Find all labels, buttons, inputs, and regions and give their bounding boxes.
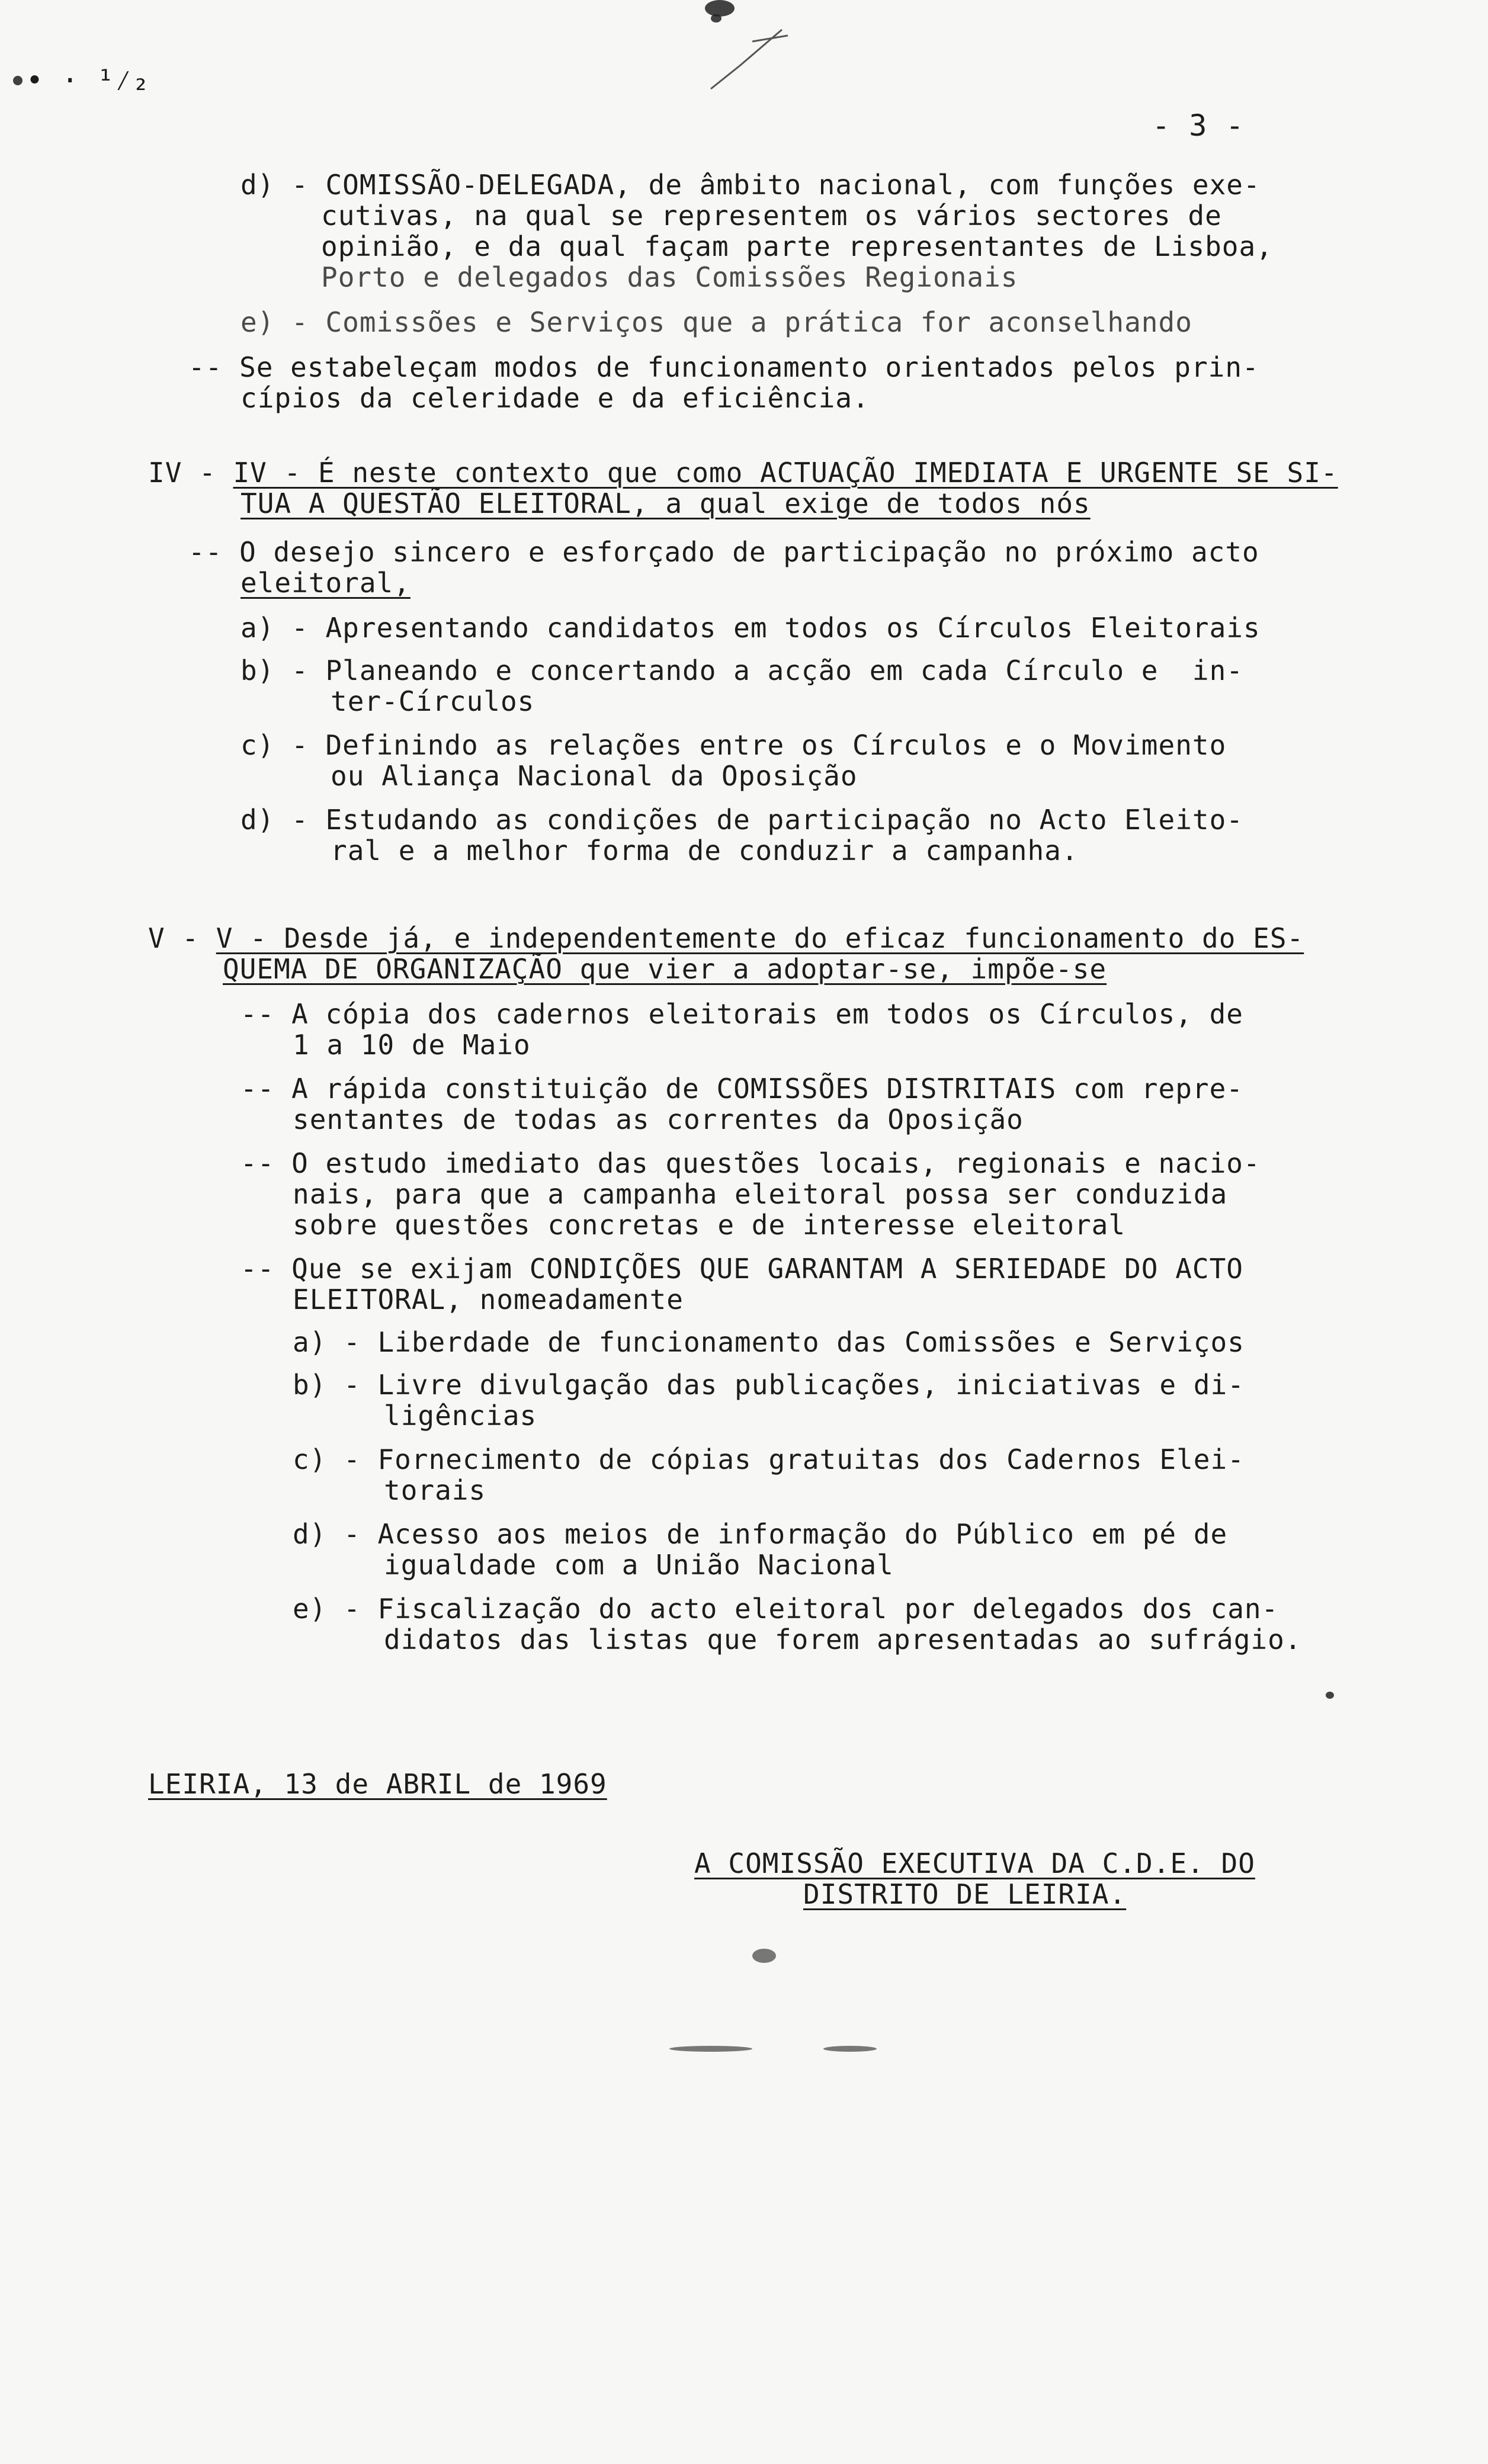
section-heading-line: QUEMA DE ORGANIZAÇÃO que vier a adoptar-se, impõe-se <box>223 953 1107 985</box>
scan-mark <box>1326 1692 1334 1699</box>
text-line: cípios da celeridade e da eficiência. <box>240 382 870 414</box>
list-point: -- A cópia dos cadernos eleitorais em todos os Círculos, de <box>240 998 1243 1030</box>
section-heading <box>148 457 1338 488</box>
signature-line: DISTRITO DE LEIRIA. <box>803 1878 1127 1910</box>
heading-text: V - Desde já, e independentemente do eficaz funcionamento do ES- <box>216 922 1304 954</box>
list-point-cont: ELEITORAL, nomeadamente <box>293 1284 684 1316</box>
scan-mark <box>669 2046 752 2052</box>
condition-item-cont: torais <box>384 1474 486 1506</box>
list-item: b) - Planeando e concertando a acção em cada Círculo e in- <box>240 654 1243 686</box>
section-numeral: IV - <box>148 457 233 489</box>
page-number: - 3 - <box>1152 108 1245 143</box>
list-item: d) - Estudando as condições de participação no Acto Eleito- <box>240 804 1243 836</box>
section-heading-line: TUA A QUESTÃO ELEITORAL, a qual exige de todos nós <box>240 487 1091 519</box>
list-item: a) - Apresentando candidatos em todos os Círculos Eleitorais <box>240 612 1261 644</box>
text-line: e) - Comissões e Serviços que a prática for aconselhando <box>240 306 1192 338</box>
list-point-cont: sobre questões concretas e de interesse eleitoral <box>293 1209 1126 1241</box>
pen-stroke-mark <box>705 24 794 95</box>
scan-mark <box>711 14 721 23</box>
list-point: -- A rápida constituição de COMISSÕES DISTRITAIS com repre- <box>240 1073 1243 1105</box>
text-line: -- O desejo sincero e esforçado de participação no próximo acto <box>188 536 1259 568</box>
heading-text: IV - É neste contexto que como ACTUAÇÃO IMEDIATA E URGENTE SE SI- <box>233 457 1338 489</box>
list-item: c) - Definindo as relações entre os Círculos e o Movimento <box>240 729 1227 761</box>
condition-item-cont: ligências <box>384 1400 537 1432</box>
list-item-cont: ter-Círculos <box>331 685 535 717</box>
list-point-cont: sentantes de todas as correntes da Oposição <box>293 1103 1024 1135</box>
condition-item: c) - Fornecimento de cópias gratuitas dos Cadernos Elei- <box>293 1443 1245 1475</box>
condition-item: d) - Acesso aos meios de informação do Público em pé de <box>293 1518 1228 1550</box>
signature-line: A COMISSÃO EXECUTIVA DA C.D.E. DO <box>694 1847 1255 1879</box>
condition-item: e) - Fiscalização do acto eleitoral por delegados dos can- <box>293 1593 1279 1625</box>
condition-item-cont: igualdade com a União Nacional <box>384 1549 894 1581</box>
text-line: d) - COMISSÃO-DELEGADA, de âmbito nacional, com funções exe- <box>240 169 1261 201</box>
list-point-cont: 1 a 10 de Maio <box>293 1029 531 1061</box>
text-line: opinião, e da qual façam parte representantes de Lisboa, <box>321 230 1273 262</box>
list-point: -- O estudo imediato das questões locais, regionais e nacio- <box>240 1147 1261 1179</box>
corner-mark: • · ¹⁄₂ <box>26 64 150 97</box>
scan-mark <box>705 0 735 17</box>
scan-mark <box>752 1949 776 1963</box>
list-point-cont: nais, para que a campanha eleitoral possa ser conduzida <box>293 1178 1228 1210</box>
section-numeral: V - <box>148 922 216 954</box>
scan-mark <box>823 2046 877 2052</box>
text-line: eleitoral, <box>240 567 411 599</box>
scan-mark <box>13 76 23 85</box>
text-line: cutivas, na qual se representem os vários sectores de <box>321 200 1222 232</box>
section-heading <box>148 923 1304 954</box>
text-line: -- Se estabeleçam modos de funcionamento orientados pelos prin- <box>188 351 1259 383</box>
list-item-cont: ral e a melhor forma de conduzir a campanha. <box>331 835 1079 867</box>
list-item-cont: ou Aliança Nacional da Oposição <box>331 760 858 792</box>
condition-item-cont: didatos das listas que forem apresentadas ao sufrágio. <box>384 1624 1302 1656</box>
text-line: Porto e delegados das Comissões Regionais <box>321 261 1018 293</box>
condition-item: b) - Livre divulgação das publicações, iniciativas e di- <box>293 1369 1245 1401</box>
list-point: -- Que se exijam CONDIÇÕES QUE GARANTAM A SERIEDADE DO ACTO <box>240 1253 1243 1285</box>
place-date: LEIRIA, 13 de ABRIL de 1969 <box>148 1768 607 1800</box>
condition-item: a) - Liberdade de funcionamento das Comissões e Serviços <box>293 1326 1245 1358</box>
